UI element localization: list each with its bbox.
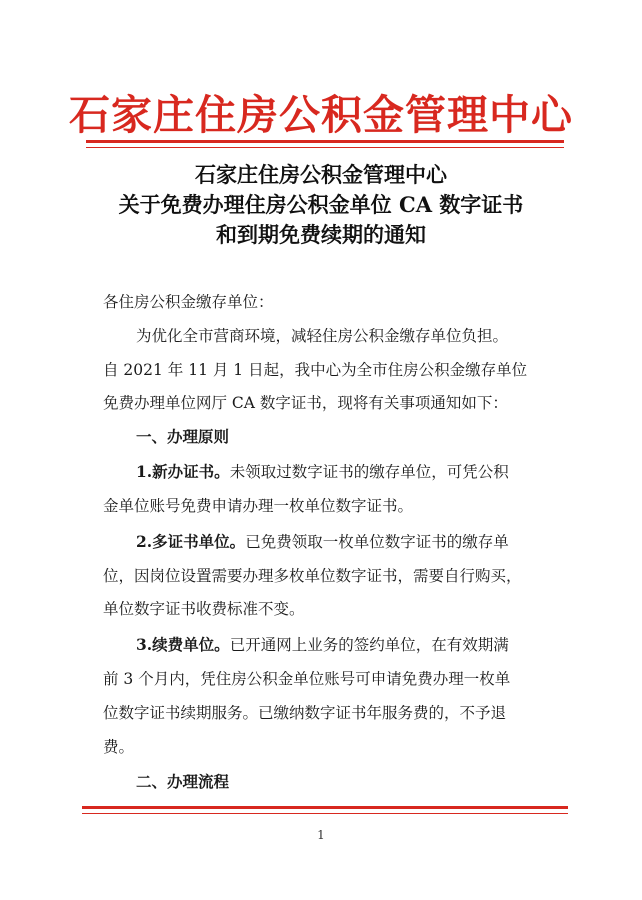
item-3-text: 已开通网上业务的签约单位，在有效期满 [229,636,509,654]
item-1-line-2: 金单位账号免费申请办理一枚单位数字证书。 [103,497,414,515]
item-3-line-4: 费。 [103,738,135,756]
page-number: 1 [317,828,325,842]
footer-rule-thin [82,813,568,814]
footer-rule-thick [82,806,568,809]
item-2-line-3: 单位数字证书收费标准不变。 [103,600,305,618]
item-2-line-2: 位，因岗位设置需要办理多枚单位数字证书，需要自行购买， [103,567,522,585]
title-line-1: 石家庄住房公积金管理中心 [195,162,447,187]
item-2-first-line [136,530,509,552]
letterhead-title: 石家庄住房公积金管理中心 [69,91,573,139]
item-2-text: 已免费领取一枚单位数字证书的缴存单 [245,533,509,551]
item-3-label: 3.续费单位。 [136,635,230,654]
intro-line-3: 免费办理单位网厅 CA 数字证书，现将有关事项通知如下： [103,394,508,412]
item-3-first-line [136,633,509,655]
intro-line-1: 为优化全市营商环境，减轻住房公积金缴存单位负担。 [136,327,509,345]
title-line-2: 关于免费办理住房公积金单位 CA 数字证书 [118,192,524,217]
intro-line-2: 自 2021 年 11 月 1 日起，我中心为全市住房公积金缴存单位 [103,361,528,379]
item-3-line-3: 位数字证书续期服务。已缴纳数字证书年服务费的，不予退 [103,704,507,722]
letterhead-rule-thick [86,140,564,143]
item-1-text: 未领取过数字证书的缴存单位，可凭公积 [229,463,509,481]
title-line-3: 和到期免费续期的通知 [216,222,426,247]
salutation: 各住房公积金缴存单位： [103,293,274,311]
section-heading-principles: 一、办理原则 [136,427,230,446]
item-3-line-2: 前 3 个月内，凭住房公积金单位账号可申请免费办理一枚单 [103,670,511,688]
item-1-first-line [136,460,509,482]
item-2-label: 2.多证书单位。 [136,532,246,551]
item-1-label: 1.新办证书。 [136,462,230,481]
section-heading-process: 二、办理流程 [136,772,230,791]
letterhead-rule-thin [86,147,564,148]
notice-title [0,160,642,250]
